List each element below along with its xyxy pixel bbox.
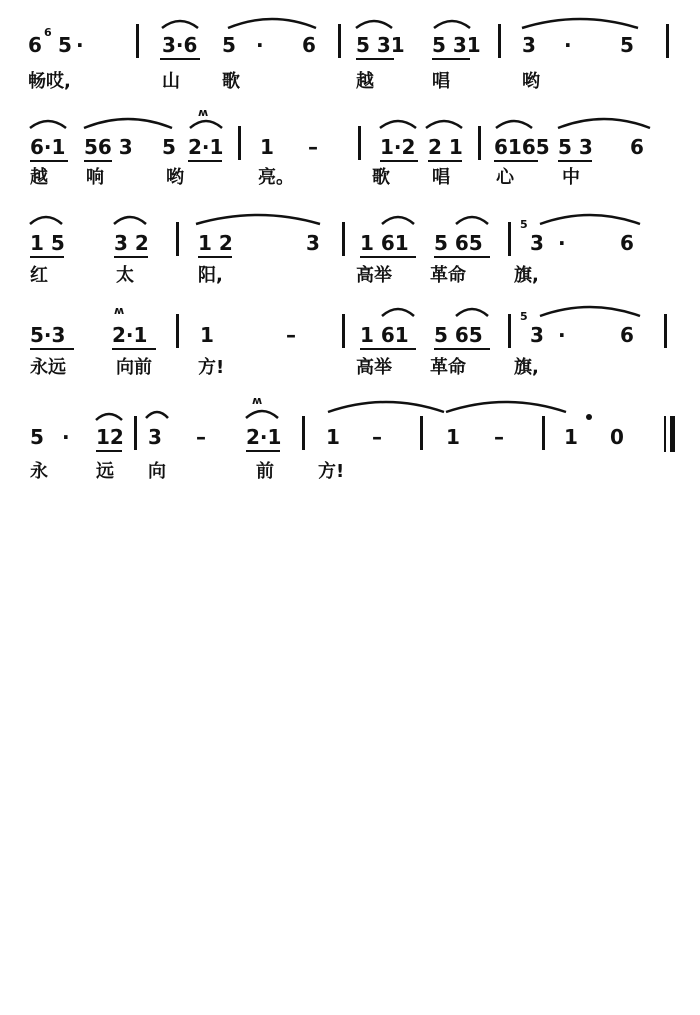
note: 5: [222, 33, 236, 57]
note: 1 61: [360, 231, 409, 255]
system-3: [0, 204, 700, 304]
slur: [326, 396, 446, 414]
underline-beam: [432, 58, 470, 60]
note: 6: [630, 135, 644, 159]
note: 1: [564, 425, 578, 449]
note: 2·1: [246, 425, 282, 449]
barline: [136, 24, 139, 58]
underline-beam: [360, 348, 416, 350]
note: 3: [522, 33, 536, 57]
fermata-dot: [586, 414, 592, 420]
lyric: 永: [30, 461, 48, 482]
note: 5: [30, 425, 44, 449]
lyric: 方!: [318, 461, 345, 482]
underline-beam: [360, 256, 416, 258]
slur: [112, 212, 148, 226]
lyric: 向: [148, 461, 166, 482]
slur: [444, 396, 568, 414]
barline: [342, 222, 345, 256]
note: 5 3: [558, 135, 593, 159]
slur: [28, 212, 64, 226]
barline: [176, 314, 179, 348]
barline: [342, 314, 345, 348]
system-5: [0, 392, 700, 492]
underline-beam: [114, 256, 148, 258]
note: 1 2: [198, 231, 233, 255]
slur: [556, 114, 652, 130]
lyric: 旗,: [514, 265, 539, 286]
lyric: 响: [86, 167, 104, 188]
lyric: 哟: [522, 71, 540, 92]
final-barline-thick: [670, 416, 675, 452]
slur: [424, 116, 464, 130]
lyric: 高举: [356, 357, 392, 378]
slur: [520, 14, 640, 30]
lyric: 前: [256, 461, 274, 482]
underline-beam: [112, 348, 156, 350]
underline-beam: [246, 450, 280, 452]
barline: [508, 222, 511, 256]
underline-beam: [356, 58, 394, 60]
lyric: 太: [116, 265, 134, 286]
lyric: 越: [356, 71, 374, 92]
slur: [454, 304, 490, 318]
note: 3: [148, 425, 162, 449]
underline-beam: [558, 160, 592, 162]
slur: [354, 16, 394, 30]
lyric: 革命: [430, 357, 466, 378]
lyric: 山: [162, 71, 180, 92]
lyric: 哟: [166, 167, 184, 188]
slur: [378, 116, 418, 130]
final-barline-thin: [664, 416, 666, 452]
lyric: 方!: [198, 357, 225, 378]
note: 1: [326, 425, 340, 449]
underline-beam: [434, 256, 490, 258]
grace-note: 5: [520, 218, 528, 231]
lyric: 越: [30, 167, 48, 188]
barline: [478, 126, 481, 160]
note: 3: [306, 231, 320, 255]
dash: –: [372, 425, 382, 449]
grace-note: 6: [44, 26, 52, 39]
note: 5: [58, 33, 72, 57]
note: 3·6: [162, 33, 198, 57]
augmentation-dot: ·: [256, 33, 264, 57]
dash: –: [308, 135, 318, 159]
lyric: 阳,: [198, 265, 223, 286]
underline-beam: [494, 160, 538, 162]
note: 3: [530, 231, 544, 255]
underline-beam: [96, 450, 122, 452]
note: 56 3: [84, 135, 133, 159]
lyric: 旗,: [514, 357, 539, 378]
augmentation-dot: ·: [76, 33, 84, 57]
underline-beam: [84, 160, 112, 162]
note: 6: [620, 231, 634, 255]
slur: [82, 114, 174, 130]
lyric: 远: [96, 461, 114, 482]
barline: [420, 416, 423, 450]
lyric: 永远: [30, 357, 66, 378]
slur: [28, 116, 68, 130]
system-4: [0, 296, 700, 396]
note: 3 2: [114, 231, 149, 255]
note: 1·2: [380, 135, 416, 159]
note: 6: [28, 33, 42, 57]
augmentation-dot: ·: [558, 323, 566, 347]
underline-beam: [160, 58, 200, 60]
lyric: 唱: [432, 71, 450, 92]
system-2: [0, 108, 700, 208]
note: 2·1: [112, 323, 148, 347]
note: 5 65: [434, 323, 483, 347]
note: 5: [162, 135, 176, 159]
lyric: 亮。: [258, 167, 294, 188]
barline: [664, 314, 667, 348]
slur: [380, 212, 416, 226]
note: 6: [620, 323, 634, 347]
underline-beam: [434, 348, 490, 350]
barline: [302, 416, 305, 450]
grace-note: 5: [520, 310, 528, 323]
slur: [538, 210, 642, 226]
slur: [226, 14, 318, 30]
underline-beam: [30, 256, 64, 258]
slur: [432, 16, 472, 30]
slur: [194, 210, 322, 226]
note: 6·1: [30, 135, 66, 159]
lyric: 革命: [430, 265, 466, 286]
lyric: 心: [496, 167, 514, 188]
augmentation-dot: ·: [62, 425, 70, 449]
underline-beam: [198, 256, 232, 258]
barline: [238, 126, 241, 160]
note: 0: [610, 425, 624, 449]
slur: [244, 406, 280, 420]
note: 5 31: [432, 33, 481, 57]
barline: [498, 24, 501, 58]
slur: [144, 408, 170, 420]
note: 2 1: [428, 135, 463, 159]
barline: [666, 24, 669, 58]
underline-beam: [188, 160, 222, 162]
dash: –: [494, 425, 504, 449]
slur: [454, 212, 490, 226]
ornament-mordent: ʍ: [252, 394, 263, 407]
barline: [134, 416, 137, 450]
barline: [508, 314, 511, 348]
note: 3: [530, 323, 544, 347]
augmentation-dot: ·: [564, 33, 572, 57]
note: 12: [96, 425, 124, 449]
note: 5: [620, 33, 634, 57]
underline-beam: [30, 348, 74, 350]
note: 1: [200, 323, 214, 347]
note: 6: [302, 33, 316, 57]
lyric: 歌: [372, 167, 390, 188]
slur: [494, 116, 534, 130]
lyric: 畅哎,: [28, 71, 71, 92]
ornament-mordent: ʍ: [114, 304, 125, 317]
barline: [542, 416, 545, 450]
note: 1 5: [30, 231, 65, 255]
underline-beam: [428, 160, 462, 162]
note: 6165: [494, 135, 550, 159]
lyric: 红: [30, 265, 48, 286]
dash: –: [286, 323, 296, 347]
dash: –: [196, 425, 206, 449]
note: 5 31: [356, 33, 405, 57]
lyric: 唱: [432, 167, 450, 188]
ornament-mordent: ʍ: [198, 106, 209, 119]
lyric: 歌: [222, 71, 240, 92]
barline: [338, 24, 341, 58]
lyric: 高举: [356, 265, 392, 286]
slur: [380, 304, 416, 318]
lyric: 中: [562, 167, 580, 188]
slur: [94, 410, 124, 422]
slur: [160, 16, 200, 30]
note: 5·3: [30, 323, 66, 347]
note: 5 65: [434, 231, 483, 255]
underline-beam: [30, 160, 68, 162]
note: 1: [260, 135, 274, 159]
note: 1 61: [360, 323, 409, 347]
note: 1: [446, 425, 460, 449]
augmentation-dot: ·: [558, 231, 566, 255]
barline: [176, 222, 179, 256]
system-1: [0, 10, 700, 110]
slur: [538, 302, 642, 318]
barline: [358, 126, 361, 160]
underline-beam: [380, 160, 418, 162]
note: 2·1: [188, 135, 224, 159]
lyric: 向前: [116, 357, 152, 378]
